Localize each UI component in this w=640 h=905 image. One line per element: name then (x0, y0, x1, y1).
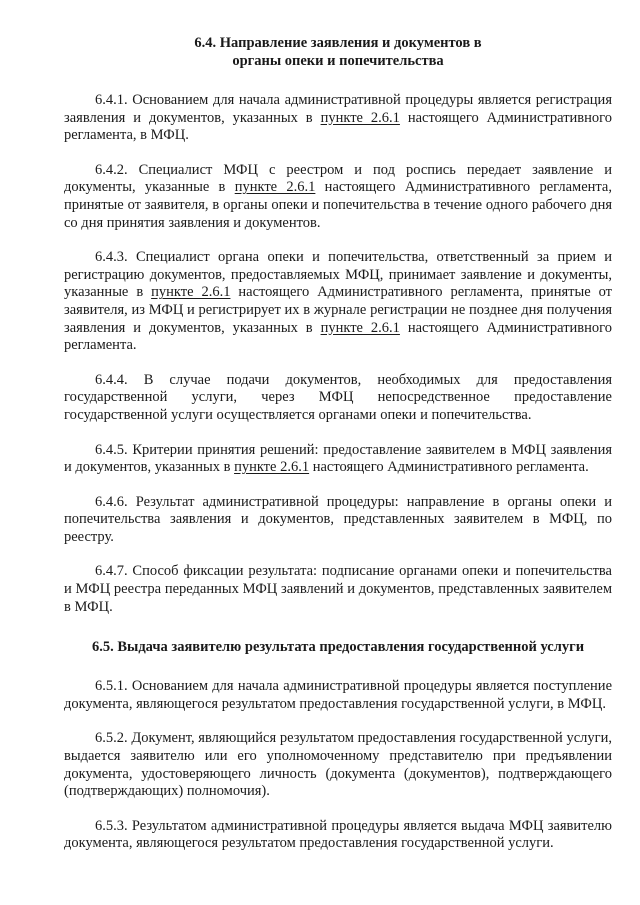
paragraph-6-5-1: 6.5.1. Основанием для начала административной процедуры является поступление документа, являющегося результатом предоставления государственной услуги, в МФЦ. (64, 678, 612, 712)
link-punkt-2-6-1[interactable]: пункте 2.6.1 (151, 284, 231, 301)
paragraph-text: настоящего Административного регламента. (309, 459, 589, 476)
paragraph-text: 6.4.2. Специалист МФЦ с реестром и под роспись передает заявление и документы, указанные в (64, 161, 612, 196)
paragraph-6-4-5 (64, 442, 612, 477)
paragraph-6-4-3 (64, 249, 612, 355)
link-punkt-2-6-1[interactable]: пункте 2.6.1 (320, 109, 400, 126)
paragraph-text: настоящего Административного регламента. (64, 319, 612, 354)
paragraph-6-5-3: 6.5.3. Результатом административной процедуры является выдача МФЦ заявителю документа, являющегося результатом предоставления государственной услуги. (64, 817, 612, 852)
paragraph-text: 6.4.5. Критерии принятия решений: предоставление заявителем в МФЦ заявления и документов, указанных в (64, 441, 612, 476)
document-page (64, 34, 612, 853)
link-punkt-2-6-1[interactable]: пункте 2.6.1 (234, 459, 310, 476)
paragraph-text: настоящего Административного регламента, принятые от заявителя, в органы опеки и попечительства в течение одного рабочего дня со дня принятия заявления и документов. (64, 179, 612, 231)
link-punkt-2-6-1[interactable]: пункте 2.6.1 (234, 179, 316, 196)
paragraph-6-4-4: 6.4.4. В случае подачи документов, необходимых для предоставления государственной услуги, через МФЦ непосредственное предоставление государственной услуги осуществляется органами опеки и попечительства. (64, 371, 612, 423)
paragraph-6-4-7: 6.4.7. Способ фиксации результата: подписание органами опеки и попечительства и МФЦ реестра переданных МФЦ заявлений и документов, представленных заявителем в МФЦ. (64, 563, 612, 615)
link-punkt-2-6-1[interactable]: пункте 2.6.1 (320, 319, 400, 336)
paragraph-text: 6.4.3. Специалист органа опеки и попечительства, ответственный за прием и регистрацию документов, предоставляемых МФЦ, принимает заявление и документы, указанные в (64, 249, 612, 301)
paragraph-6-4-2 (64, 162, 612, 232)
paragraph-text: настоящего Административного регламента, принятые от заявителя, из МФЦ и регистрирует их в журнале регистрации не позднее дня получения заявления и документов, указанных в (64, 284, 612, 336)
section-6-5-title: 6.5. Выдача заявителю результата предоставления государственной услуги (91, 639, 585, 656)
section-6-4-title (64, 34, 612, 70)
paragraph-6-4-6: 6.4.6. Результат административной процедуры: направление в органы опеки и попечительства заявления и документов, представленных заявителем в МФЦ, по реестру. (64, 493, 612, 545)
paragraph-text: настоящего Административного регламента, в МФЦ. (64, 109, 612, 144)
section-6-4-title-line2: органы опеки и попечительства (232, 53, 444, 69)
section-6-4-title-line1: 6.4. Направление заявления и документов в (194, 35, 482, 51)
paragraph-6-5-2: 6.5.2. Документ, являющийся результатом предоставления государственной услуги, выдается заявителю или его уполномоченному представителю при предъявлении документа, удостоверяющего личность (документа (документов), подтверждающего (подтверждающих) полномочия). (64, 730, 612, 800)
paragraph-6-4-1 (64, 92, 612, 145)
paragraph-text: 6.4.1. Основанием для начала административной процедуры является регистрация заявления и документов, указанных в (64, 92, 612, 126)
